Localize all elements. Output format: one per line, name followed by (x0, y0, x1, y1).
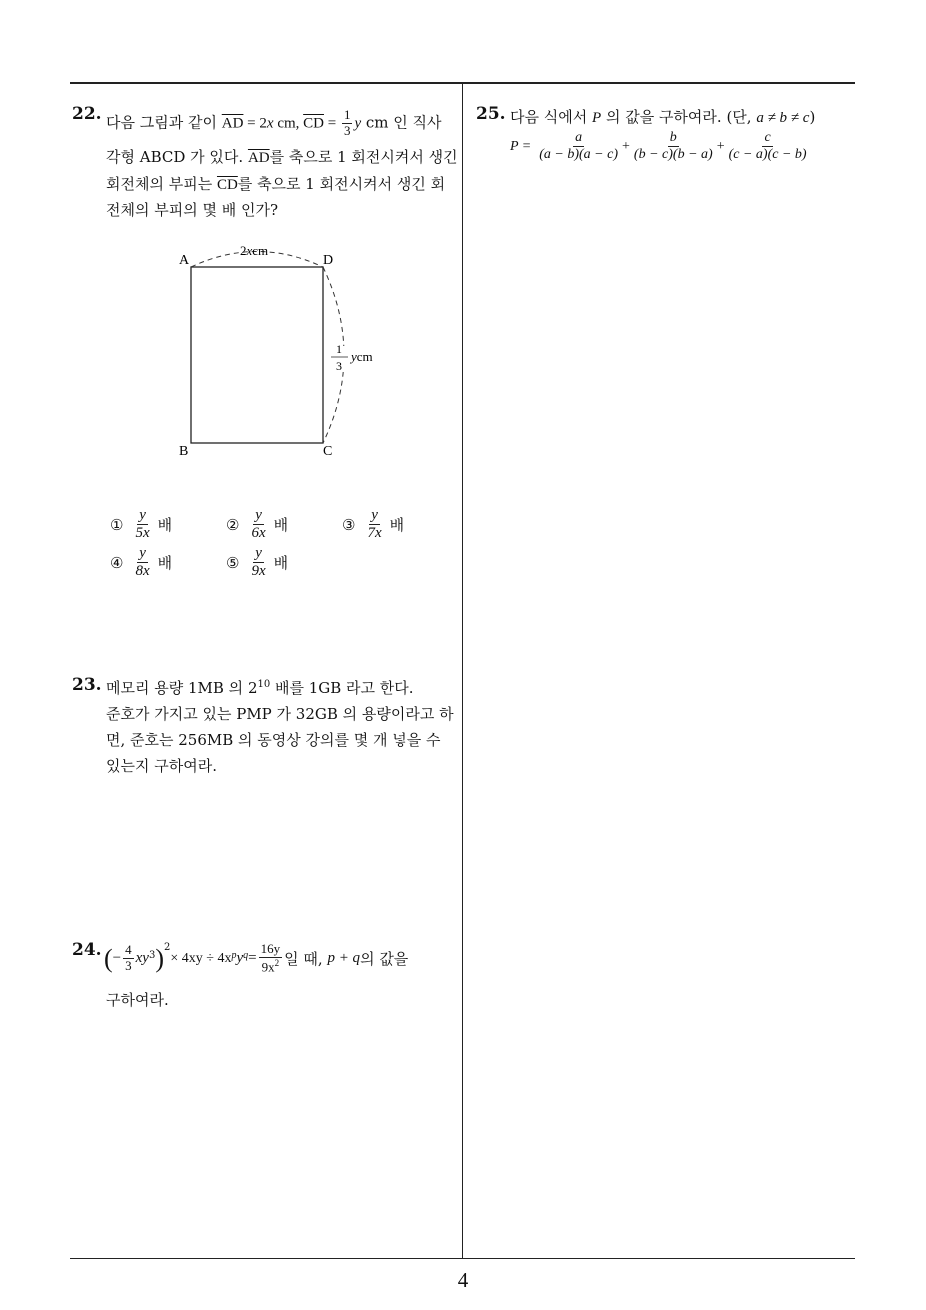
q24-frac-result (259, 942, 283, 975)
q24-exp2: 2 (164, 942, 171, 953)
q23-text: 배를 1GB 라고 한다. (270, 679, 414, 697)
q25-number: 25. (476, 104, 506, 124)
label-unit: cm (252, 243, 269, 258)
page-number: 4 (457, 1268, 469, 1292)
frac-num: a (573, 130, 584, 147)
frac-den: 8x (135, 563, 150, 580)
label-2x-cm (240, 243, 268, 258)
q24-mid: × 4xy ÷ 4x (170, 950, 232, 966)
q22-line-4 (106, 199, 278, 220)
q24-exp-p: p (231, 950, 237, 961)
q23-text: 메모리 용량 1MB 의 2 (106, 679, 258, 697)
choice-fraction (249, 507, 267, 543)
frac-num: c (762, 130, 772, 147)
choice-unit: 배 (389, 516, 405, 535)
label-var: x (246, 243, 253, 258)
frac-den: 3 (125, 958, 132, 974)
q24-xy: xy (135, 950, 149, 967)
side-num: 1 (336, 342, 342, 356)
q22-eq1: = 2 (243, 115, 267, 132)
vertex-d: D (323, 253, 334, 268)
choice-number: ③ (342, 515, 356, 534)
q23-line-2: 준호가 가지고 있는 PMP 가 32GB 의 용량이라고 하 (106, 705, 454, 723)
q22-text: 를 축으로 1 회전시켜서 생긴 (269, 148, 458, 166)
q25-lhs: P = (510, 138, 532, 154)
side-label-ycm (349, 349, 373, 364)
choice-unit: 배 (157, 554, 173, 573)
frac-den: 7x (367, 525, 382, 542)
label-num: 2 (240, 243, 247, 258)
column-divider (462, 83, 463, 1259)
choice-unit: 배 (157, 516, 173, 535)
q22-text: 전체의 부피의 몇 배 인가? (106, 201, 279, 219)
q24-frac-4-3 (123, 943, 134, 974)
choice-5[interactable] (226, 545, 288, 581)
frac-num: 16y (260, 941, 281, 956)
q24-exp-q: q (243, 950, 249, 961)
vertex-c: C (323, 444, 333, 459)
q24-exp3: 3 (148, 950, 156, 961)
frac-den: (b − c)(b − a) (633, 147, 713, 163)
q25-condition: a ≠ b ≠ c (756, 110, 810, 126)
q23-exponent: 10 (257, 679, 271, 690)
q22-line-1 (106, 108, 442, 139)
frac-num: y (137, 545, 148, 563)
choice-unit: 배 (273, 516, 289, 535)
vertex-a: A (179, 253, 190, 268)
q22-text: 회전체의 부피는 (106, 175, 217, 193)
q23-line-1 (106, 677, 414, 698)
frac-den: 9x (261, 959, 275, 975)
q24-number: 24. (72, 940, 102, 960)
q25-frac-2 (632, 130, 715, 163)
frac-num: y (253, 507, 264, 525)
q24-var-y: y (236, 950, 244, 967)
paren-close: ) (155, 943, 165, 973)
side-var: y (351, 349, 357, 364)
segment-ad: $\overline{AD}$ (221, 115, 244, 132)
choice-number: ① (110, 515, 124, 534)
choice-1[interactable] (110, 507, 172, 543)
q24-pq: p + q (327, 950, 361, 967)
frac-den: 6x (251, 525, 266, 542)
q24-line-2: 구하여라. (106, 991, 169, 1009)
q25-line-1 (510, 106, 815, 127)
choice-4[interactable] (110, 545, 172, 581)
q22-cm: cm, (273, 115, 304, 132)
q24-line-1 (104, 942, 408, 975)
frac-num: y (253, 545, 264, 563)
choice-number: ② (226, 515, 240, 534)
bottom-rule (70, 1258, 855, 1259)
frac-num: b (668, 130, 679, 147)
q25-plus: + (622, 138, 630, 154)
frac-den: 3 (343, 122, 351, 138)
frac-num: y (369, 507, 380, 525)
choice-3[interactable] (342, 507, 404, 543)
q25-var-p: P (592, 110, 602, 126)
rectangle-figure (170, 238, 400, 468)
choice-fraction (249, 545, 267, 581)
segment-ad: $\overline{AD}$ (247, 150, 270, 166)
q25-text: 다음 식에서 (510, 108, 592, 126)
frac-num: y (137, 507, 148, 525)
choice-unit: 배 (273, 554, 289, 573)
q22-text: 다음 그림과 같이 (106, 113, 222, 132)
choice-fraction (365, 507, 383, 543)
q23-number: 23. (72, 675, 102, 695)
q22-number: 22. (72, 104, 102, 124)
frac-den: (a − b)(a − c) (539, 147, 619, 163)
q25-frac-1 (537, 130, 620, 163)
choice-2[interactable] (226, 507, 288, 543)
side-unit: cm (356, 349, 373, 364)
q25-plus: + (716, 138, 725, 154)
q22-var-y: y (354, 115, 362, 132)
paren-open: ( (104, 943, 113, 973)
q22-frac-third (342, 108, 353, 139)
q25-text: 의 값을 구하여라. (단, (601, 108, 757, 126)
q25-text: ) (809, 108, 816, 126)
segment-cd: $\overline{CD}$ (303, 115, 324, 132)
choice-number: ④ (110, 553, 124, 572)
side-den: 3 (336, 359, 342, 373)
q22-eq2: = (323, 115, 340, 132)
q25-frac-3 (727, 130, 809, 163)
q22-text: 를 축으로 1 회전시켜서 생긴 회 (237, 175, 446, 193)
choice-fraction (133, 507, 151, 543)
q24-text: 일 때, (284, 950, 323, 969)
q24-text: 의 값을 (360, 950, 409, 969)
frac-num: 4 (125, 942, 132, 958)
frac-num: 1 (343, 107, 351, 122)
vertex-b: B (179, 444, 189, 459)
q22-text: 각형 ABCD 가 있다. (106, 148, 248, 166)
frac-den-exp: 2 (274, 957, 280, 968)
frac-den: 5x (135, 525, 150, 542)
segment-cd: $\overline{CD}$ (216, 177, 238, 193)
frac-den: 9x (251, 563, 266, 580)
q22-line-2 (106, 146, 458, 167)
q23-line-3: 면, 준호는 256MB 의 동영상 강의를 몇 개 넣을 수 (106, 731, 441, 749)
q24-minus: − (112, 950, 122, 967)
q22-var-x: x (266, 115, 274, 132)
rectangle-abcd (191, 267, 323, 443)
choice-number: ⑤ (226, 553, 240, 572)
q24-eq: = (248, 950, 257, 967)
q23-line-4: 있는지 구하여라. (106, 757, 217, 775)
frac-den: (c − a)(c − b) (728, 147, 807, 163)
q25-equation (510, 130, 811, 163)
q22-line-3 (106, 173, 445, 194)
choice-fraction (133, 545, 151, 581)
q22-text-end: cm 인 직사 (361, 113, 442, 132)
